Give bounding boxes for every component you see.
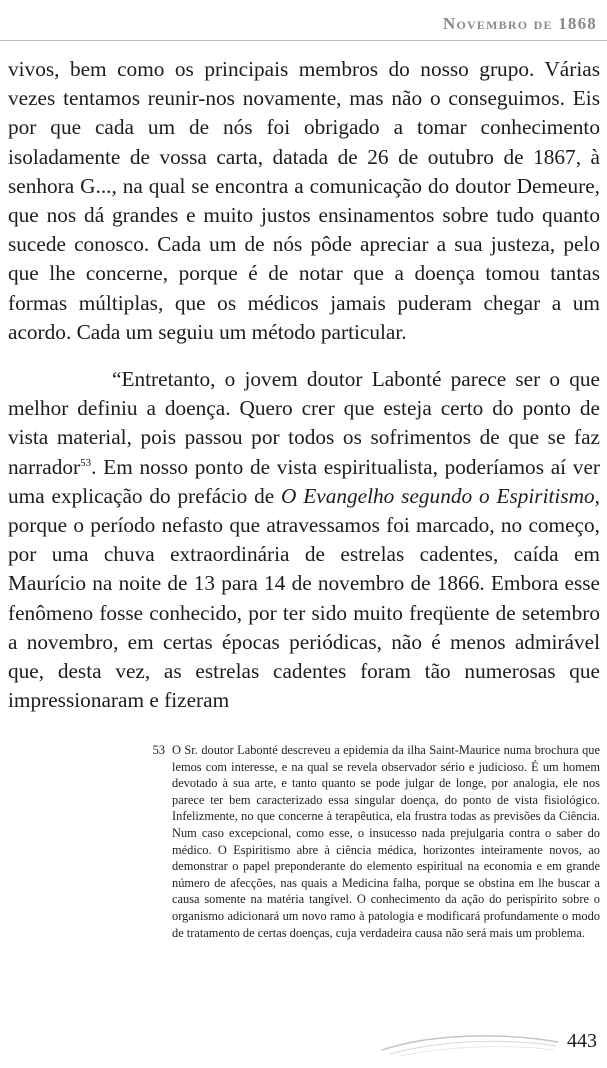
paragraph-2-part-b: . Em nosso ponto de vista espiritualista, poderíamos aí ver uma explicação do prefácio de	[8, 454, 600, 508]
book-title: O Evangelho segundo o Espiritismo	[281, 483, 595, 508]
footnote-number: 53	[152, 743, 165, 757]
header-rule	[0, 40, 607, 41]
paragraph-2-part-c: , porque o período nefasto que atravessamos foi marcado, no começo, por uma chuva extraordinária de estrelas cadentes, caída em Maurício na noite de 13 para 14 de novembro de 1866. Embora esse fenômeno fosse conhecido, por ter sido muito freqüente de setembro a novembro, em certas épocas periódicas, não é menos admirável que, desta vez, as estrelas cadentes foram tão numerosas que impressionaram e fizeram	[8, 483, 600, 713]
footnote-text: O Sr. doutor Labonté descreveu a epidemia da ilha Saint-Maurice numa brochura que lemos com interesse, e na qual se revela observador sério e judicioso. É um homem devotado à sua arte, e tanto quanto se pode julgar de longe, por analogia, ele nos parece ter bem caracterizado essa singular doença, do ponto de vista fisiológico. Infelizmente, no que concerne à terapêutica, ela frustra todas as previsões da Ciência. Num caso excepcional, como esse, o insucesso nada prejulgaria contra o saber do médico. O Espiritismo abre à ciência médica, horizontes inteiramente novos, ao demonstrar o papel preponderante do elemento espiritual na economia e em grande número de afecções, nas quais a Medicina falha, porque se obstina em lhe buscar a causa somente na matéria tangível. O conhecimento da ação do perispírito sobre o organismo adicionará um novo ramo à patologia e modificará profundamente o modo de tratamento de certas doenças, cuja verdadeira causa não será mais um problema.	[172, 743, 600, 940]
paragraph-2-part-a: “Entretanto, o jovem doutor Labonté parece ser o que melhor definiu a doença. Quero crer que esteja certo do ponto de vista material, pois passou por todos os sofrimentos de que se faz narrador	[8, 367, 600, 479]
body-text	[8, 55, 600, 715]
swoosh-ornament-icon	[380, 1030, 560, 1058]
paragraph-2	[8, 365, 600, 715]
footnote-53	[152, 742, 600, 941]
paragraph-1: vivos, bem como os principais membros do nosso grupo. Várias vezes tentamos reunir-nos novamente, mas não o conseguimos. Eis por que cada um de nós foi obrigado a tomar conhecimento isoladamente de vossa carta, datada de 26 de outubro de 1867, à senhora G..., na qual se encontra a comunicação do doutor Demeure, que nos dá grandes e muito justos ensinamentos sobre tudo quanto sucede conosco. Cada um de nós pôde apreciar a sua justeza, pelo que lhe concerne, porque é de notar que a doença tomou tantas formas múltiplas, que os médicos jamais puderam chegar a um acordo. Cada um seguiu um método particular.	[8, 57, 600, 344]
running-header: Novembro de 1868	[443, 14, 597, 33]
footnote-ref[interactable]: 53	[80, 456, 92, 469]
page-number: 443	[567, 1030, 597, 1052]
